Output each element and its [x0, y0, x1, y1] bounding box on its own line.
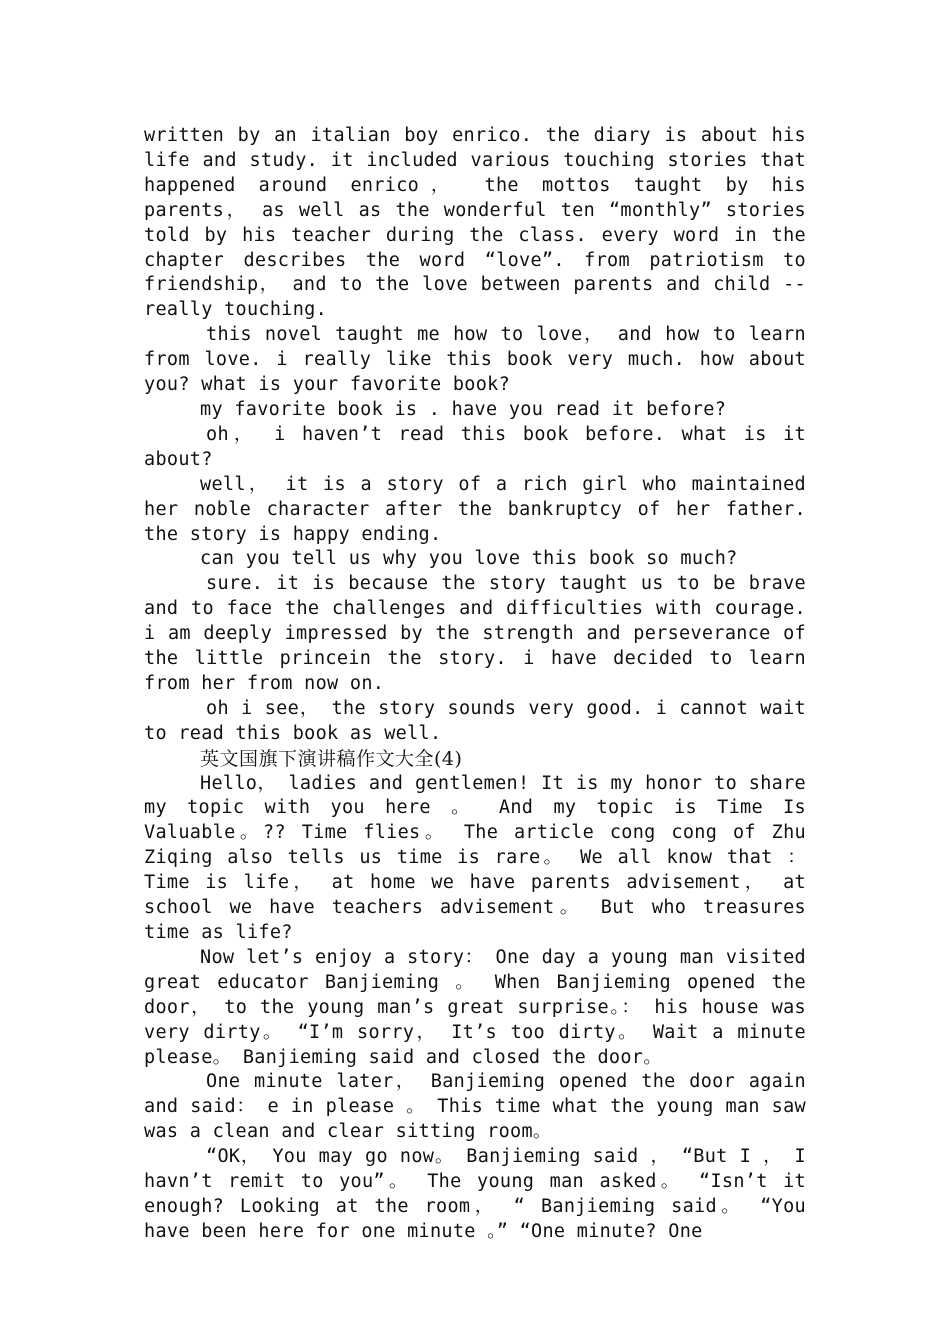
document-body: [144, 124, 806, 1245]
section-heading: 英文国旗下演讲稿作文大全(4): [200, 747, 463, 770]
paragraph-why-love-book: can you tell us why you love this book so much?: [200, 548, 738, 570]
paragraph-one-minute-later: One minute later， Banjieming opened the door again and said： e in please 。 This time what the young man saw was a clean and clear sitting room。: [144, 1071, 806, 1143]
paragraph-banjieming-story: Now let’s enjoy a story： One day a young man visited great educator Banjieming 。 When Banjieming opened the door， to the young man’s great surprise。： his house was very dirty。 “I’m sorry， It’s too dirty。 Wait a minute please。 Banjieming said and closed the door。: [144, 946, 806, 1068]
paragraph-havent-read: oh， i haven’t read this book before. what is it about?: [144, 423, 806, 470]
paragraph-novel-taught: this novel taught me how to love， and how to learn from love. i really like this book very much. how about you? what is your favorite book?: [144, 324, 806, 396]
paragraph-brave-courage: sure. it is because the story taught us to be brave and to face the challenges and difficulties with courage. i am deeply impressed by the strength and perseverance of the little princein the story. i have decided to learn from her from now on.: [144, 573, 806, 694]
paragraph-cannot-wait: oh i see， the story sounds very good. i cannot wait to read this book as well.: [144, 697, 806, 744]
paragraph-you-may-go: “OK， You may go now。 Banjieming said ， “But I ， I havn’t remit to you”。 The young man asked。 “Isn’t it enough? Looking at the room， “ Banjieming said。 “You have been here for one minute 。” “One minute? One: [144, 1146, 806, 1242]
paragraph-favorite-book: my favorite book is . have you read it before?: [200, 398, 727, 420]
paragraph-rich-girl-story: well， it is a story of a rich girl who maintained her noble character after the bankruptcy of her father. the story is happy ending.: [144, 473, 806, 545]
paragraph-time-valuable: Hello， ladies and gentlemen! It is my honor to share my topic with you here 。 And my topic is Time Is Valuable。?? Time flies。 The article cong cong of Zhu Ziqing also tells us time is rare。 We all know that ：Time is life， at home we have parents advisement， at school we have teachers advisement。 But who treasures time as life?: [144, 772, 806, 943]
paragraph-diary-description: written by an italian boy enrico. the diary is about his life and study. it included various touching stories that happened around enrico， the mottos taught by his parents， as well as the wonderful ten “monthly” stories told by his teacher during the class. every word in the chapter describes the word “love”. from patriotism to friendship， and to the love between parents and child -- really touching.: [144, 125, 806, 321]
